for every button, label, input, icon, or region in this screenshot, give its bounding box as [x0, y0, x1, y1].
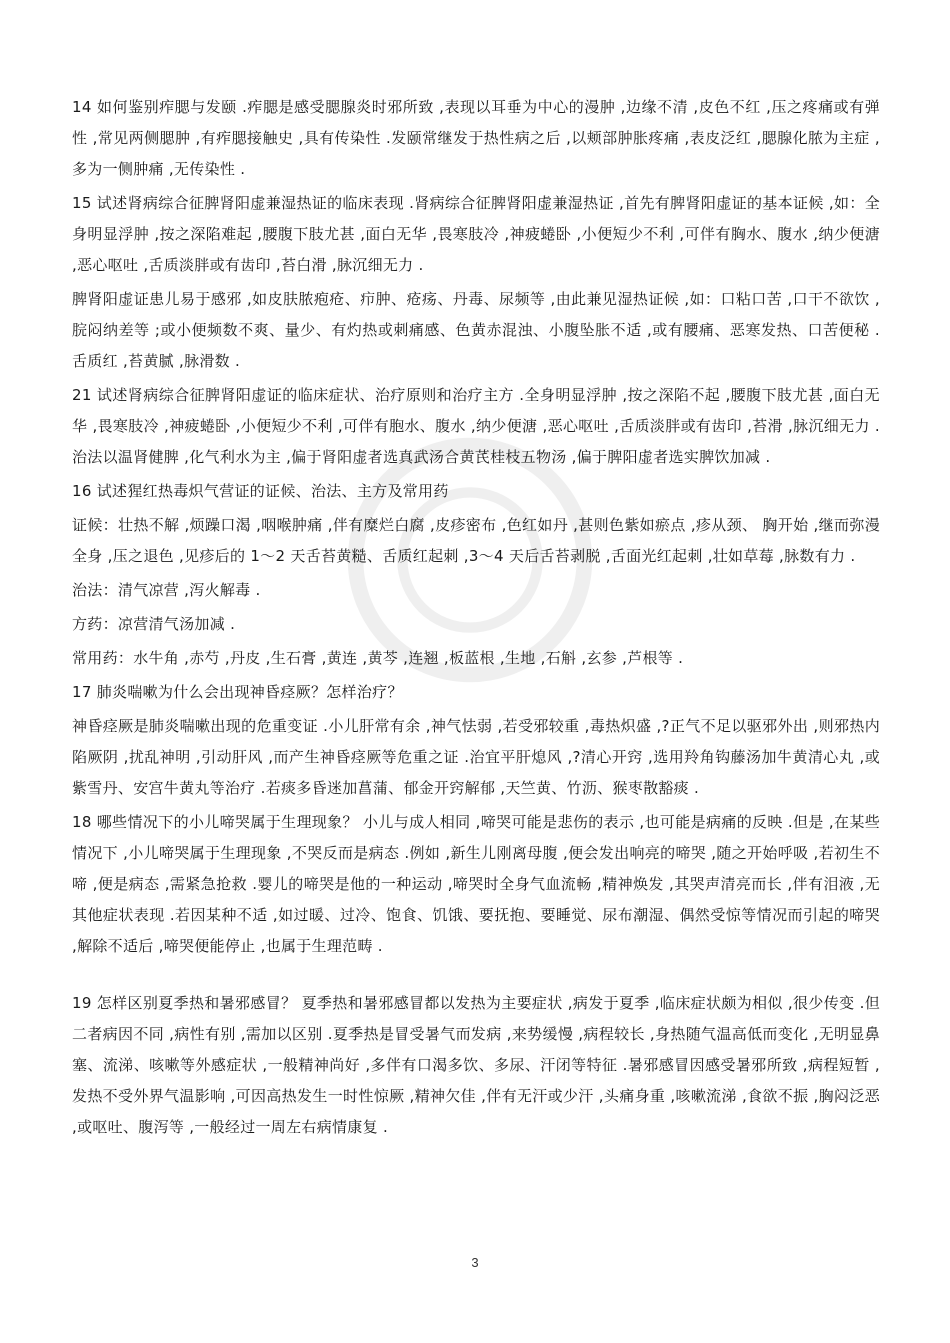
- paragraph-q19: 19 怎样区别夏季热和暑邪感冒？ 夏季热和暑邪感冒都以发热为主要症状 ,病发于夏季 ,临床症状颇为相似 ,很少传变 .但二者病因不同 ,病性有别 ,需加以区别 .夏季热是冒受暑气而发病 ,来势缓慢 ,病程较长 ,身热随气温高低而变化 ,无明显鼻塞、流涕、咳嗽等外感症状 ,一般精神尚好 ,多伴有口渴多饮、多尿、汗闭等特征 .暑邪感冒因感受暑邪所致 ,病程短暂 ,发热不受外界气温影响 ,可因高热发生一时性惊厥 ,精神欠佳 ,伴有无汗或少汗 ,头痛身重 ,咳嗽流涕 ,食欲不振 ,胸闷泛恶 ,或呕吐、腹泻等 ,一般经过一周左右病情康复 .: [72, 994, 880, 1136]
- paragraph-q14: 14 如何鉴别痄腮与发颐 .痄腮是感受腮腺炎时邪所致 ,表现以耳垂为中心的漫肿 ,边缘不清 ,皮色不红 ,压之疼痛或有弹性 ,常见两侧腮肿 ,有痄腮接触史 ,具有传染性 .发颐常继发于热性病之后 ,以颊部肿胀疼痛 ,表皮泛红 ,腮腺化脓为主症 ,多为一侧肿痛 ,无传染性 .: [72, 98, 880, 178]
- paragraph-q15: 15 试述肾病综合征脾肾阳虚兼湿热证的临床表现 .肾病综合征脾肾阳虚兼湿热证 ,首先有脾肾阳虚证的基本证候 ,如：全身明显浮肿 ,按之深陷难起 ,腰腹下肢尤甚 ,面白无华 ,畏寒肢冷 ,神疲蜷卧 ,小便短少不利 ,可伴有胸水、腹水 ,纳少便溏 ,恶心呕吐 ,舌质淡胖或有齿印 ,苔白滑 ,脉沉细无力 .: [72, 194, 880, 274]
- paragraph-q16-heading: 16 试述猩红热毒炽气营证的证候、治法、主方及常用药: [72, 482, 449, 500]
- page-number: 3: [471, 1255, 479, 1270]
- document-body: [72, 92, 880, 1146]
- paragraph-q16-treatment: 治法：清气凉营 ,泻火解毒 .: [72, 581, 261, 599]
- paragraph-q15-damp-heat: 脾肾阳虚证患儿易于感邪 ,如皮肤脓疱疮、疖肿、疮疡、丹毒、尿频等 ,由此兼见湿热证候 ,如：口粘口苦 ,口干不欲饮 ,脘闷纳差等 ;或小便频数不爽、量少、有灼热或刺痛感、色黄赤混浊、小腹坠胀不适 ,或有腰痛、恶寒发热、口苦便秘 .舌质红 ,苔黄腻 ,脉滑数 .: [72, 290, 880, 370]
- paragraph-q16-herbs: 常用药：水牛角 ,赤芍 ,丹皮 ,生石膏 ,黄连 ,黄芩 ,连翘 ,板蓝根 ,生地 ,石斛 ,玄参 ,芦根等 .: [72, 649, 684, 667]
- paragraph-q16-formula: 方药：凉营清气汤加减 .: [72, 615, 236, 633]
- paragraph-q17-heading: 17 肺炎喘嗽为什么会出现神昏痉厥？怎样治疗？: [72, 683, 403, 701]
- paragraph-q16-symptoms: 证候：壮热不解 ,烦躁口渴 ,咽喉肿痛 ,伴有糜烂白腐 ,皮疹密布 ,色红如丹 ,甚则色紫如瘀点 ,疹从颈、 胸开始 ,继而弥漫全身 ,压之退色 ,见疹后的 1～2 天舌苔黄糙、舌质红起刺 ,3～4 天后舌苔剥脱 ,舌面光红起刺 ,壮如草莓 ,脉数有力 .: [72, 516, 880, 565]
- paragraph-q17-answer: 神昏痉厥是肺炎喘嗽出现的危重变证 .小儿肝常有余 ,神气怯弱 ,若受邪较重 ,毒热炽盛 ,?正气不足以驱邪外出 ,则邪热内陷厥阴 ,扰乱神明 ,引动肝风 ,而产生神昏痉厥等危重之证 .治宜平肝熄风 ,?清心开窍 ,选用羚角钩藤汤加牛黄清心丸 ,或紫雪丹、安宫牛黄丸等治疗 .若痰多昏迷加菖蒲、郁金开窍解郁 ,天竺黄、竹沥、猴枣散豁痰 .: [72, 717, 880, 797]
- paragraph-q18: 18 哪些情况下的小儿啼哭属于生理现象？ 小儿与成人相同 ,啼哭可能是悲伤的表示 ,也可能是病痛的反映 .但是 ,在某些情况下 ,小儿啼哭属于生理现象 ,不哭反而是病态 .例如 ,新生儿刚离母腹 ,便会发出响亮的啼哭 ,随之开始呼吸 ,若初生不啼 ,便是病态 ,需紧急抢救 .婴儿的啼哭是他的一种运动 ,啼哭时全身气血流畅 ,精神焕发 ,其哭声清亮而长 ,伴有泪液 ,无其他症状表现 .若因某种不适 ,如过暖、过冷、饱食、饥饿、要抚抱、要睡觉、尿布潮湿、偶然受惊等情况而引起的啼哭 ,解除不适后 ,啼哭便能停止 ,也属于生理范畴 .: [72, 813, 880, 955]
- paragraph-q21: 21 试述肾病综合征脾肾阳虚证的临床症状、治疗原则和治疗主方 .全身明显浮肿 ,按之深陷不起 ,腰腹下肢尤甚 ,面白无华 ,畏寒肢冷 ,神疲蜷卧 ,小便短少不利 ,可伴有胞水、腹水 ,纳少便溏 ,恶心呕吐 ,舌质淡胖或有齿印 ,苔滑 ,脉沉细无力 .治法以温肾健脾 ,化气利水为主 ,偏于肾阳虚者选真武汤合黄芪桂枝五物汤 ,偏于脾阳虚者选实脾饮加减 .: [72, 386, 880, 466]
